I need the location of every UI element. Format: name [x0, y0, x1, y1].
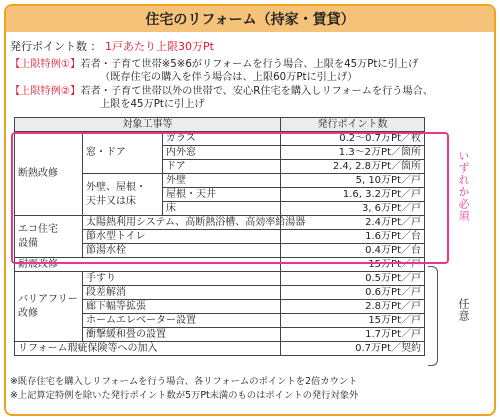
- category-eco: [15, 216, 83, 258]
- points-row: [10, 40, 214, 53]
- item-toilet: 節水型トイレ: [83, 230, 281, 244]
- side-label-required: いずれか必須: [457, 150, 470, 222]
- value-door: 2.4, 2.8万Pt／箇所: [281, 160, 425, 174]
- special2-tag: 【上限特例②】: [10, 86, 81, 97]
- value-roof: 1.6, 3.2万Pt／戸: [281, 188, 425, 202]
- subcategory-wall-line1: 外壁、屋根・: [86, 181, 146, 193]
- value-floor: 3, 6万Pt／戸: [281, 202, 425, 216]
- title-bar: [6, 6, 494, 32]
- item-shock: 衝撃緩和畳の設置: [83, 328, 281, 342]
- value-glass: 0.2〜0.7万Pt／枚: [281, 132, 425, 146]
- item-handrail: 手すり: [83, 272, 281, 286]
- value-solar: 2.4万Pt／戸: [281, 216, 425, 230]
- item-step: 段差解消: [83, 286, 281, 300]
- category-eco-line2: 設備: [18, 237, 38, 249]
- special2-line1: [10, 85, 433, 98]
- item-corridor: 廊下幅等拡張: [83, 300, 281, 314]
- points-value: 1戸あたり上限30万Pt: [105, 40, 214, 53]
- subcategory-wall-roof-floor: [83, 174, 163, 216]
- points-colon: ：: [90, 40, 102, 53]
- value-shock: 1.7万Pt／戸: [281, 328, 425, 342]
- category-insulation: 断熱改修: [15, 132, 83, 216]
- works-table: [14, 117, 424, 371]
- special2-text2: 上限を45万Ptに引上げ: [100, 99, 205, 110]
- value-outer-wall: 5, 10万Pt／戸: [281, 174, 425, 188]
- item-outer-wall: 外壁: [163, 174, 281, 188]
- category-barrier-line2: 改修: [18, 307, 38, 319]
- value-seismic: 15万Pt／戸: [281, 258, 425, 272]
- item-glass: ガラス: [163, 132, 281, 146]
- special1-tag: 【上限特例①】: [10, 59, 81, 70]
- value-handrail: 0.5万Pt／戸: [281, 272, 425, 286]
- special1-text2: （既存住宅の購入を伴う場合は、上限60万Ptに引上げ）: [100, 72, 358, 83]
- special2-text1: 若者・子育て世帯以外の世帯で、安心R住宅を購入しリフォームを行う場合、: [80, 86, 434, 97]
- subcategory-wall-line2: 天井又は床: [86, 195, 136, 207]
- page-title: 住宅のリフォーム（持家・賃貸）: [145, 12, 355, 28]
- item-floor: 床: [163, 202, 281, 216]
- points-label: 発行ポイント数: [10, 40, 87, 53]
- value-faucet: 0.4万Pt／台: [281, 244, 425, 258]
- value-step: 0.6万Pt／戸: [281, 286, 425, 300]
- item-faucet: 節湯水栓: [83, 244, 281, 258]
- item-roof: 屋根・天井: [163, 188, 281, 202]
- footnote-2: ※上記算定特例を除いた発行ポイント数が5万Pt未満のものはポイントの発行対象外: [10, 390, 359, 401]
- item-solar: 太陽熱利用システム、高断熱浴槽、高効率給湯器: [83, 216, 281, 230]
- footnote-1: ※既存住宅を購入しリフォームを行う場合、各リフォームのポイントを2倍カウント: [10, 376, 358, 387]
- special1-line1: [10, 58, 418, 71]
- item-insurance: リフォーム瑕疵保険等への加入: [15, 342, 281, 356]
- item-elevator: ホームエレベーター設置: [83, 314, 281, 328]
- value-corridor: 2.8万Pt／戸: [281, 300, 425, 314]
- header-points: 発行ポイント数: [281, 118, 425, 132]
- category-eco-line1: エコ住宅: [18, 223, 58, 235]
- special1-text1: 若者・子育て世帯※5※6がリフォームを行う場合、上限を45万Ptに引上げ: [80, 59, 419, 70]
- item-door: ドア: [163, 160, 281, 174]
- value-toilet: 1.6万Pt／台: [281, 230, 425, 244]
- header-work: 対象工事等: [15, 118, 281, 132]
- value-insurance: 0.7万Pt／契約: [281, 342, 425, 356]
- value-inner-window: 1.3〜2万Pt／箇所: [281, 146, 425, 160]
- value-elevator: 15万Pt／戸: [281, 314, 425, 328]
- category-barrier-free: [15, 272, 83, 342]
- optional-brace: [428, 266, 438, 366]
- category-barrier-line1: バリアフリー: [18, 293, 78, 305]
- side-label-optional: 任意: [457, 298, 470, 322]
- item-seismic: 耐震改修: [15, 258, 281, 272]
- subcategory-window-door: 窓・ドア: [83, 132, 163, 174]
- item-inner-window: 内外窓: [163, 146, 281, 160]
